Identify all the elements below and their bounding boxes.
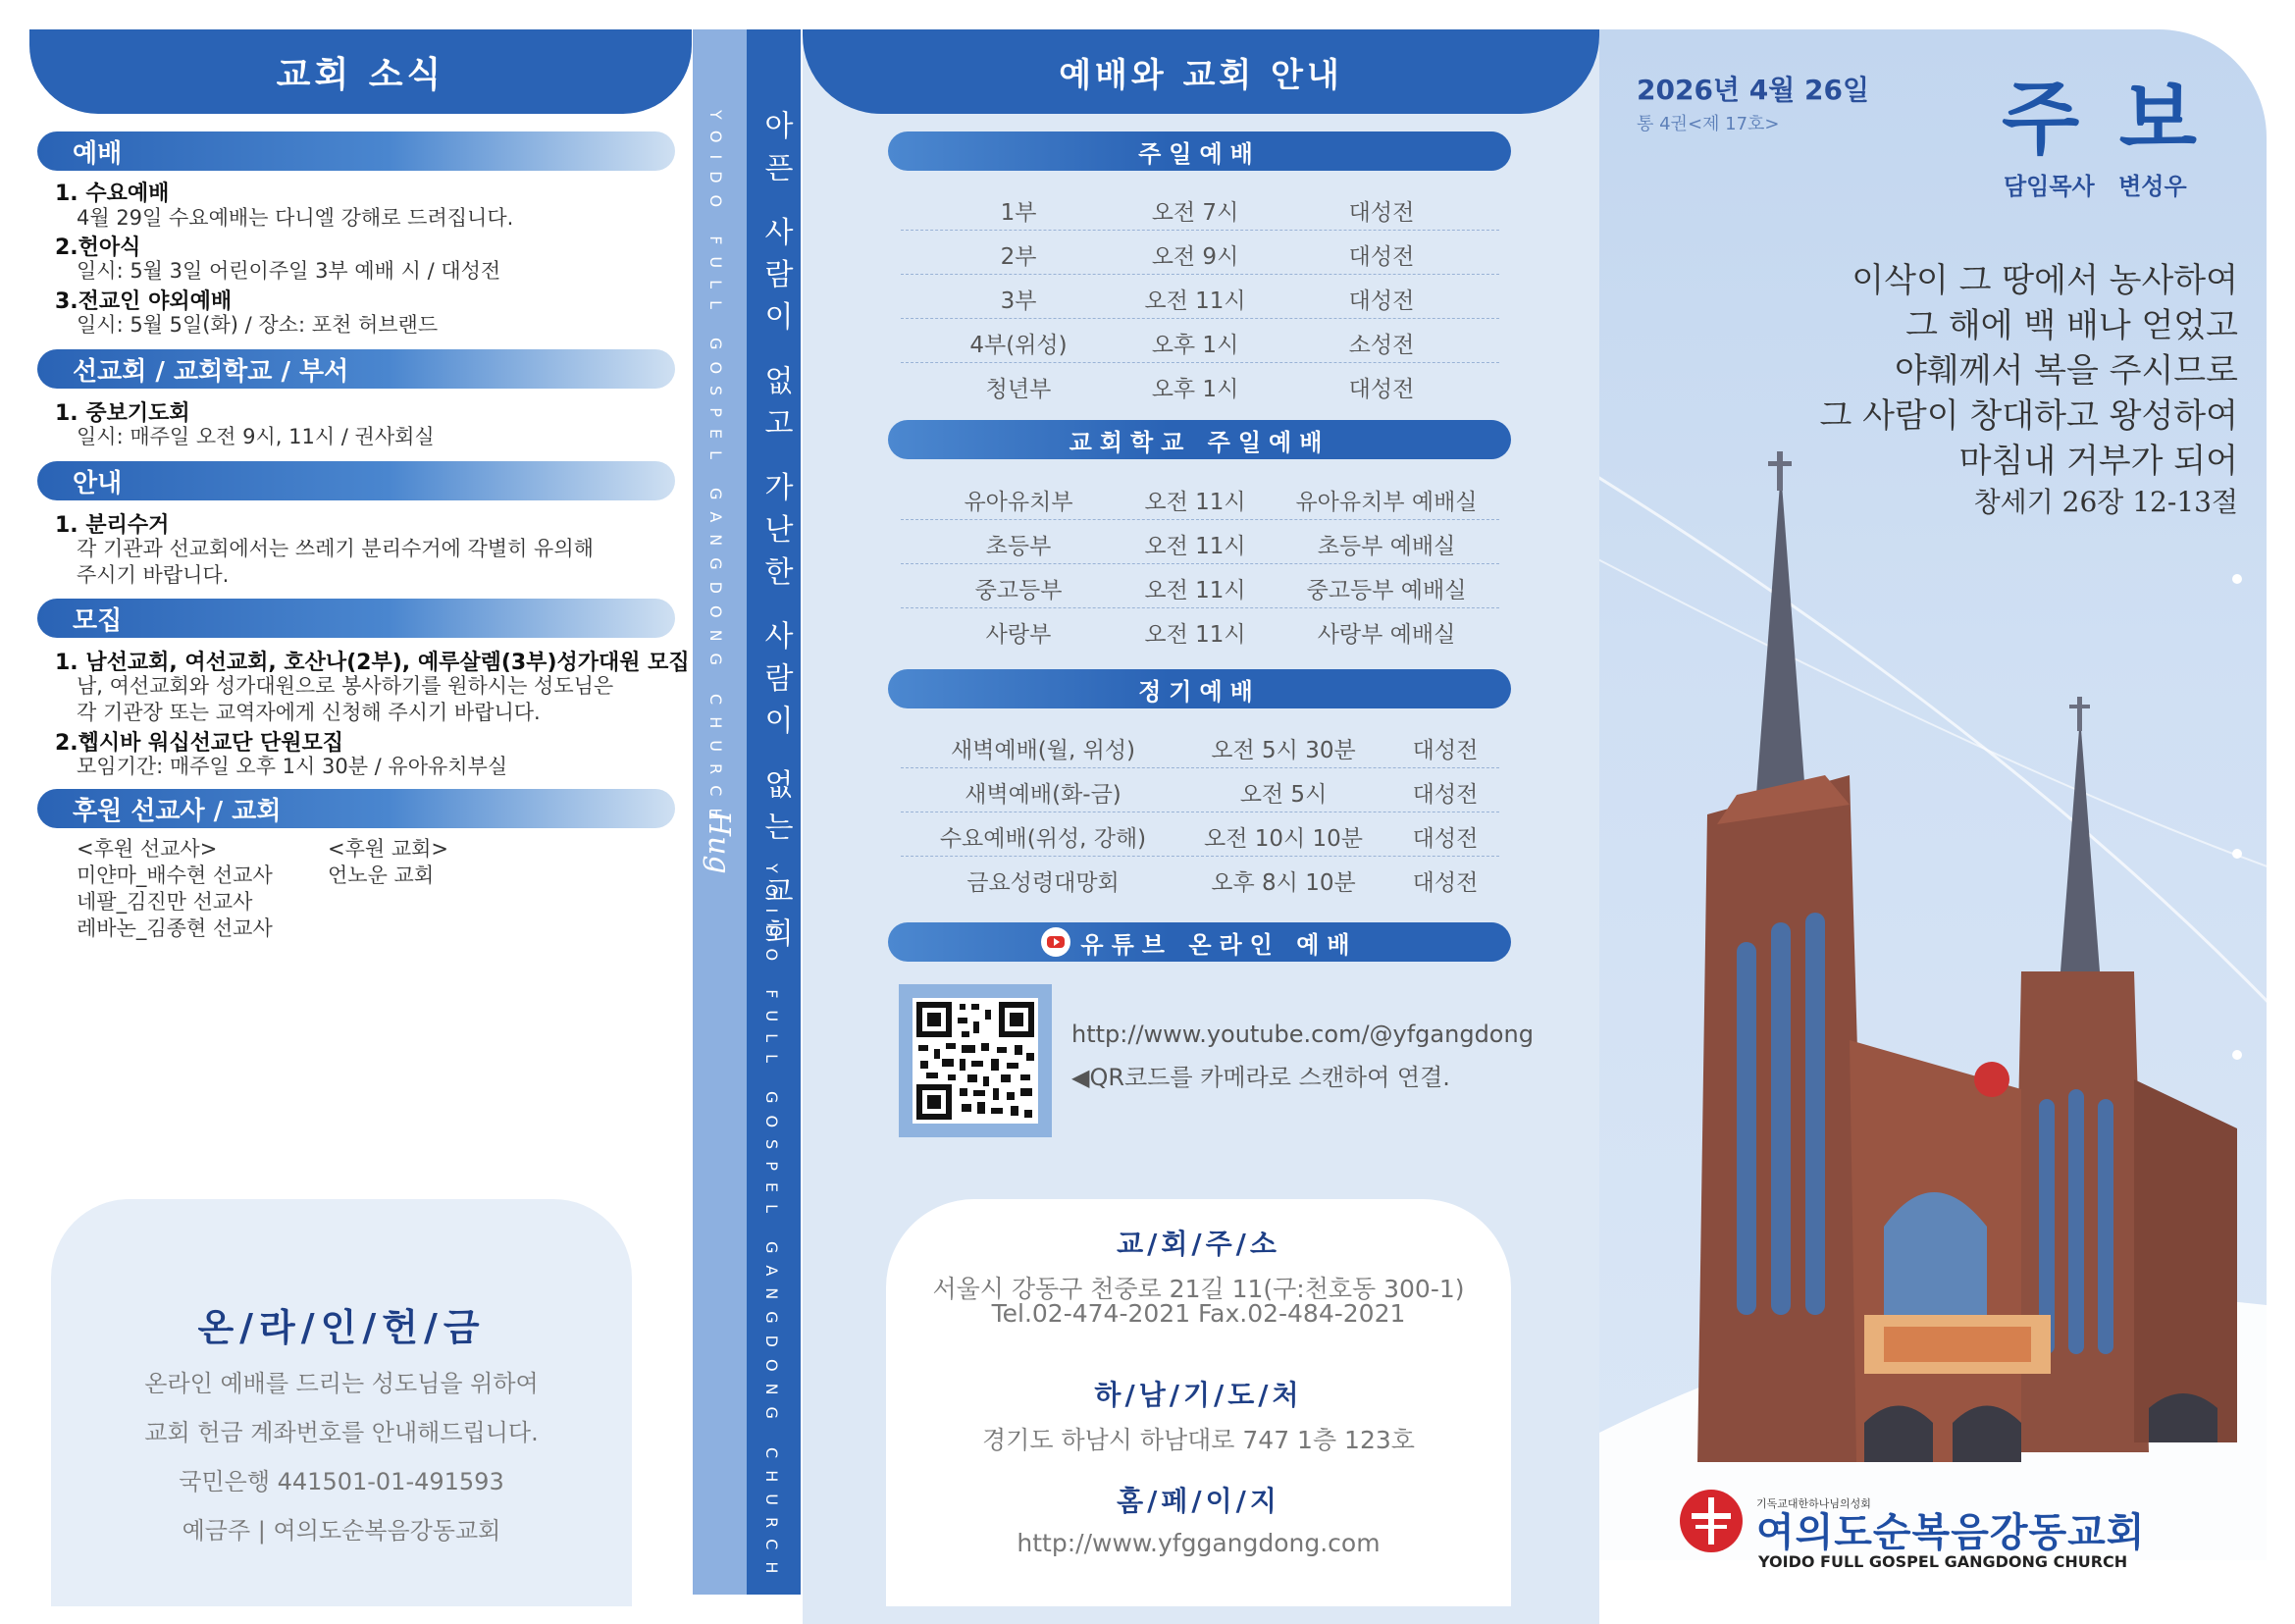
- account-holder: 예금주 | 여의도순복음강동교회: [182, 1517, 501, 1545]
- homepage-url[interactable]: http://www.yfggangdong.com: [1017, 1529, 1381, 1557]
- verse-line: 그 사람이 창대하고 왕성하여: [1819, 396, 2238, 436]
- news-item-title: 1. 수요예배: [55, 182, 170, 206]
- verse-line: 이삭이 그 땅에서 농사하여: [1852, 261, 2238, 300]
- missionary-item: 레바논_김종현 선교사: [77, 917, 273, 940]
- church-building-image: [1599, 451, 2267, 1541]
- news-item-title: 2.헌아식: [55, 236, 141, 260]
- news-item-text: 일시: 5월 5일(화) / 장소: 포천 허브랜드: [77, 313, 439, 337]
- online-offering-box: [51, 1199, 632, 1606]
- homepage-title: 홈/페/이/지: [1117, 1485, 1280, 1517]
- church-info-box: [886, 1199, 1511, 1606]
- news-item-text: 각 기관과 선교회에서는 쓰레기 분리수거에 각별히 유의해: [77, 537, 594, 560]
- news-item-text: 각 기관장 또는 교역자에게 신청해 주시기 바랍니다.: [77, 701, 541, 724]
- verse-line: 그 해에 백 배나 얻었고: [1905, 306, 2238, 345]
- school-worship-bar: 교회학교 주일예배: [888, 420, 1511, 459]
- logo-denomination: 기독교대한하나님의성회: [1756, 1497, 1871, 1510]
- schedule-row: 유아유치부 오전 11시 유아유치부 예배실: [901, 476, 1499, 520]
- schedule-row: 3부 오전 11시 대성전: [901, 275, 1499, 319]
- section-bar-mission: 선교회 / 교회학교 / 부서: [37, 349, 675, 389]
- church-heading: <후원 교회>: [328, 837, 449, 861]
- schedule-row: 수요예배(위성, 강해) 오전 10시 10분 대성전: [901, 812, 1499, 857]
- news-item-text: 일시: 매주일 오전 9시, 11시 / 권사회실: [77, 425, 435, 448]
- news-item-text: 남, 여선교회와 성가대원으로 봉사하기를 원하시는 성도님은: [77, 674, 614, 698]
- issue-date: 2026년 4월 26일: [1637, 74, 1870, 106]
- online-offering-line: 온라인 예배를 드리는 성도님을 위하여: [144, 1370, 539, 1397]
- bank-account: 국민은행 441501-01-491593: [179, 1468, 504, 1495]
- regular-worship-bar: 정기예배: [888, 669, 1511, 708]
- spine-motto: 아픈 사람이 없고 가난한 사람이 없는 교회: [758, 110, 793, 961]
- news-item-title: 3.전교인 야외예배: [55, 289, 233, 314]
- schedule-row: 청년부 오후 1시 대성전: [985, 377, 1415, 402]
- news-item-title: 1. 남선교회, 여선교회, 호산나(2부), 예루살렘(3부)성가대원 모집: [55, 651, 690, 675]
- logo-english: YOIDO FULL GOSPEL GANGDONG CHURCH: [1758, 1552, 2128, 1571]
- verse-line: 마침내 거부가 되어: [1958, 442, 2238, 481]
- missionary-item: 네팔_김진만 선교사: [77, 890, 253, 914]
- hanam-title: 하/남/기/도/처: [1094, 1379, 1303, 1411]
- section-bar-notice: 안내: [37, 461, 675, 500]
- schedule-row: 새벽예배(화-금) 오전 5시 대성전: [901, 768, 1499, 812]
- schedule-row: 2부 오전 9시 대성전: [901, 231, 1499, 275]
- schedule-row: 초등부 오전 11시 초등부 예배실: [901, 520, 1499, 564]
- schedule-row: 4부(위성) 오후 1시 소성전: [901, 319, 1499, 363]
- news-item-title: 1. 중보기도회: [55, 401, 190, 426]
- hanam-address: 경기도 하남시 하남대로 747 1층 123호: [982, 1426, 1415, 1454]
- pastor-label: 담임목사: [2004, 173, 2095, 200]
- schedule-row: 중고등부 오전 11시 중고등부 예배실: [901, 564, 1499, 608]
- spine-english-text: YOIDO FULL GOSPEL GANGDONG CHURCH: [706, 110, 725, 832]
- spine-english-text: YOIDO FULL GOSPEL GANGDONG CHURCH: [762, 864, 781, 1586]
- news-item-title: 1. 분리수거: [55, 513, 170, 538]
- youtube-icon: [1041, 927, 1070, 957]
- pastor-name: 변성우: [2118, 173, 2187, 200]
- youtube-qr-code[interactable]: [899, 984, 1052, 1137]
- spine-signature: Hug: [702, 811, 736, 874]
- section-bar-worship: 예배: [37, 131, 675, 171]
- phone-fax: Tel.02-474-2021 Fax.02-484-2021: [991, 1299, 1406, 1328]
- youtube-url[interactable]: http://www.youtube.com/@yfgangdong: [1071, 1021, 1534, 1048]
- qr-code-icon: [913, 998, 1038, 1124]
- schedule-row: 사랑부 오전 11시 사랑부 예배실: [985, 622, 1456, 648]
- schedule-row: 새벽예배(월, 위성) 오전 5시 30분 대성전: [901, 724, 1499, 768]
- section-bar-support: 후원 선교사 / 교회: [37, 789, 675, 828]
- section-bar-recruit: 모집: [37, 599, 675, 638]
- church-logo-icon: [1680, 1490, 1743, 1552]
- address-line: 서울시 강동구 천중로 21길 11(구:천호동 300-1): [932, 1275, 1465, 1303]
- sunday-worship-bar: 주일예배: [888, 131, 1511, 171]
- address-title: 교/회/주/소: [1117, 1228, 1280, 1260]
- news-item-title: 2.헵시바 워십선교단 단원모집: [55, 731, 344, 756]
- news-item-text: 주시기 바랍니다.: [77, 563, 230, 587]
- worship-header: 예배와 교회 안내: [803, 29, 1599, 114]
- issue-volume: 통 4권<제 17호>: [1637, 114, 1780, 134]
- verse-reference: 창세기 26장 12-13절: [1973, 486, 2238, 518]
- online-offering-line: 교회 헌금 계좌번호를 안내해드립니다.: [144, 1419, 539, 1446]
- missionary-heading: <후원 선교사>: [77, 837, 218, 861]
- schedule-row: 1부 오전 7시 대성전: [901, 186, 1499, 231]
- missionary-item: 미얀마_배수현 선교사: [77, 864, 273, 887]
- news-item-text: 4월 29일 수요예배는 다니엘 강해로 드려집니다.: [77, 206, 514, 230]
- youtube-bar: 유튜브 온라인 예배: [888, 922, 1511, 962]
- bulletin-title: 주 보: [2002, 73, 2203, 166]
- news-item-text: 모임기간: 매주일 오후 1시 30분 / 유아유치부실: [77, 755, 508, 778]
- news-item-text: 일시: 5월 3일 어린이주일 3부 예배 시 / 대성전: [77, 259, 501, 283]
- online-offering-title: 온/라/인/헌/금: [197, 1306, 486, 1349]
- news-header: 교회 소식: [29, 29, 692, 114]
- qr-note: ◀QR코드를 카메라로 스캔하여 연결.: [1071, 1064, 1450, 1091]
- church-item: 언노운 교회: [328, 864, 435, 887]
- logo-korean: 여의도순복음강동교회: [1756, 1510, 2146, 1555]
- verse-line: 야훼께서 복을 주시므로: [1894, 351, 2238, 391]
- schedule-row: 금요성령대망회 오후 8시 10분 대성전: [966, 870, 1479, 896]
